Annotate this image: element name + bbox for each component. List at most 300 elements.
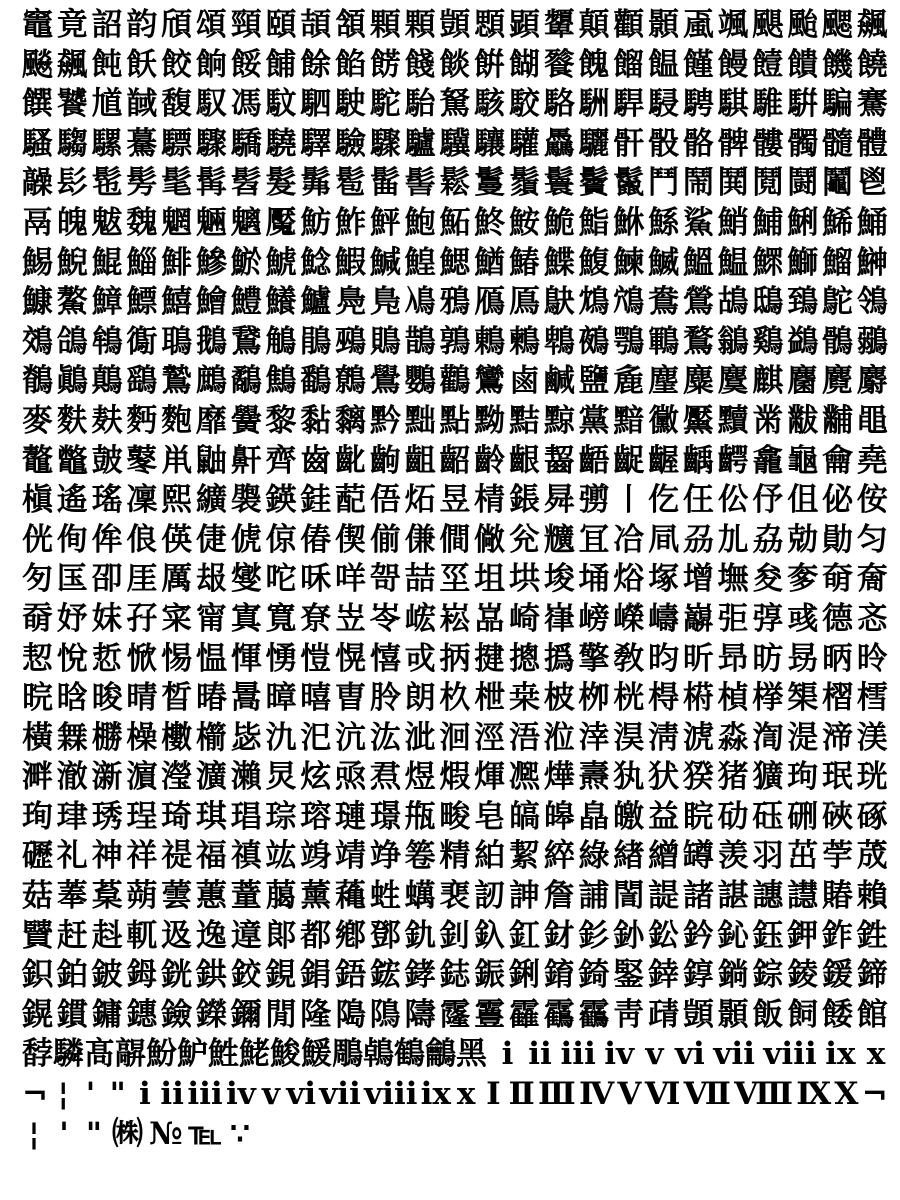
glyph: 點 [439,402,471,439]
glyph: 琩 [230,798,262,835]
glyph-row [22,877,888,917]
glyph: 鼡 [161,442,193,479]
glyph: 晗 [56,680,88,717]
glyph: 卲 [91,561,123,598]
glyph: 浯 [508,719,540,756]
glyph: 焄 [369,759,401,796]
glyph: 奓 [787,561,819,598]
glyph: 髯 [195,165,227,202]
glyph: Ⅷ [734,1076,794,1113]
glyph: 嵭 [578,600,610,637]
glyph-row [22,758,888,798]
glyph: 嶹 [648,600,680,637]
glyph: 鶻 [821,323,853,360]
glyph: 銧 [161,957,193,994]
glyph: 骰 [648,125,680,162]
glyph: 菇 [22,878,53,915]
glyph-row [22,6,888,46]
glyph: 鷽 [369,363,401,400]
glyph: 淼 [717,719,749,756]
glyph: 羡 [717,838,749,875]
glyph: 崎 [508,600,540,637]
glyph: 鬣 [613,165,645,202]
glyph: 黨 [578,402,610,439]
glyph: 鯣 [22,244,53,281]
glyph: 淲 [682,719,714,756]
glyph: 騾 [91,125,123,162]
glyph: ⅸ [825,1036,856,1073]
glyph: 韵 [126,7,158,43]
glyph: 硎 [787,798,819,835]
glyph: 洄 [439,719,471,756]
glyph: 沆 [335,719,367,756]
glyph: 﨣 [91,917,123,954]
glyph: 砡 [752,798,784,835]
glyph: ⅱ [528,1036,552,1073]
glyph: 齡 [474,442,506,479]
glyph: 麌 [717,363,749,400]
glyph: 麝 [856,363,888,400]
glyph: 皷 [91,442,123,479]
glyph: ⅵ [675,1036,705,1073]
glyph: 箞 [404,838,436,875]
glyph: 竈 [22,7,53,43]
glyph: 鬪 [787,165,819,202]
glyph: 柀 [543,680,575,717]
glyph: 倢 [195,521,227,558]
glyph: 薰 [300,878,332,915]
glyph: 犱 [613,759,645,796]
glyph: 顥 [648,7,680,43]
glyph: 馘 [126,86,158,123]
glyph: 枻 [474,680,506,717]
glyph: 驗 [335,125,367,162]
glyph: 鯡 [161,244,193,281]
glyph: 鵄 [787,284,819,321]
glyph: 騫 [856,86,888,123]
glyph: ¦ [28,1115,40,1152]
glyph: 鈐 [682,917,714,954]
glyph: 伹 [787,482,819,519]
glyph: 黎 [265,402,297,439]
glyph: 鸛 [439,363,471,400]
glyph: Ⅵ [644,1076,681,1113]
glyph: 鰕 [335,244,367,281]
glyph-row [22,996,888,1036]
glyph: 棏 [648,680,680,717]
glyph: 鶇 [474,323,506,360]
glyph: 奣 [22,600,53,637]
glyph: 嵓 [474,600,506,637]
glyph: 﨨 [648,957,680,994]
glyph: 錞 [682,957,714,994]
glyph: 崧 [439,600,471,637]
glyph: 饒 [856,46,888,83]
glyph-row [22,323,888,363]
glyph: 匀 [856,521,888,558]
glyph: 鼈 [56,442,88,479]
glyph: ⅰ [501,1036,514,1073]
glyph: 瑢 [300,798,332,835]
glyph: 鶲 [717,323,749,360]
glyph: 驫 [543,125,575,162]
glyph: 桄 [613,680,645,717]
glyph: 礰 [22,838,53,875]
glyph: 騈 [787,86,819,123]
glyph: 餞 [404,46,436,83]
glyph: 齣 [369,442,401,479]
glyph: 鬆 [439,165,471,202]
glyph: 齧 [543,442,575,479]
glyph: 仼 [682,482,714,519]
glyph: 鵁 [22,323,53,360]
glyph: 顴 [613,7,645,43]
glyph: 喆 [404,561,436,598]
glyph: 愰 [335,640,367,677]
glyph: 燮 [230,561,262,598]
glyph: 魎 [195,204,227,241]
glyph: ⅲ [560,1036,596,1073]
glyph: 鮃 [369,204,401,241]
glyph: 鷸 [230,363,262,400]
glyph: 鰡 [821,244,853,281]
glyph: 饉 [682,46,714,83]
glyph: 鶫 [508,323,540,360]
glyph: 餮 [543,46,575,83]
glyph: 鵯 [543,323,575,360]
glyph: 餝 [369,46,401,83]
glyph: 孖 [126,600,158,637]
glyph: Ⅲ [538,1076,576,1113]
glyph: 餘 [300,46,332,83]
glyph: 黏 [300,402,332,439]
glyph: 騷 [22,125,53,162]
glyph: 仡 [648,482,680,519]
glyph: 侔 [91,521,123,558]
glyph: 髱 [335,165,367,202]
glyph: Ⅶ [683,1076,731,1113]
glyph: 鴣 [717,284,749,321]
glyph: 棈 [474,482,506,519]
glyph: 詹 [543,878,575,915]
glyph: 惲 [230,640,262,677]
glyph: 咊 [300,561,332,598]
glyph: 鍰 [821,957,853,994]
glyph: 鷭 [300,363,332,400]
glyph: 驢 [404,125,436,162]
glyph: 榘 [787,680,819,717]
glyph: 頤 [265,7,297,43]
glyph: 頎 [161,7,193,43]
glyph: 妺 [91,600,123,637]
glyph: 皛 [578,798,610,835]
glyph: 鰺 [195,244,227,281]
glyph: 騅 [752,86,784,123]
glyph: 鑅 [195,996,227,1033]
glyph: 惞 [126,640,158,677]
glyph: 釥 [613,917,645,954]
glyph: 釚 [404,917,436,954]
glyph: 鴃 [543,284,575,321]
glyph: 麁 [613,363,645,400]
glyph: 鵐 [335,323,367,360]
glyph: № [149,1115,183,1152]
glyph: 埈 [543,561,575,598]
glyph: 馥 [161,86,193,123]
glyph-tail-row [22,1075,888,1115]
glyph: 髮 [265,165,297,202]
glyph: 畯 [439,798,471,835]
glyph: 頌 [195,7,227,43]
glyph: ⅳ [225,1076,256,1113]
glyph: 餠 [474,46,506,83]
glyph: 頸 [230,7,262,43]
glyph: 魘 [265,204,297,241]
glyph: 偀 [161,521,193,558]
glyph: 麩 [56,402,88,439]
glyph: 櫤 [195,719,227,756]
glyph: 鱸 [300,284,332,321]
glyph: 鯤 [91,244,123,281]
glyph: 鉸 [230,957,262,994]
glyph: 黻 [787,402,819,439]
glyph: 靏 [578,996,610,1033]
glyph: ¬ [22,1076,48,1113]
glyph-row [22,362,888,402]
glyph: 鰤 [787,244,819,281]
glyph: 鼬 [195,442,227,479]
glyph-row [22,600,888,640]
glyph: 骭 [613,125,645,162]
glyph: 煜 [404,759,436,796]
glyph: 髀 [717,125,749,162]
glyph: 靡 [195,402,227,439]
glyph: 瀅 [161,759,193,796]
glyph: 璉 [335,798,367,835]
glyph: 岦 [335,600,367,637]
glyph: 魏 [126,204,158,241]
glyph: 晴 [126,680,158,717]
glyph: 鋠 [474,957,506,994]
glyph: 撝 [543,640,575,677]
glyph-rows [22,6,888,1075]
glyph: 丨 [613,482,645,519]
glyph: 鰮 [682,244,714,281]
glyph: 鮗 [474,204,506,241]
glyph: 涇 [474,719,506,756]
glyph: 燁 [543,759,575,796]
glyph: 厓 [126,561,158,598]
glyph: 鬘 [474,165,506,202]
glyph: 鴦 [648,284,680,321]
glyph: 鴾 [91,323,123,360]
glyph: 齊 [265,442,297,479]
glyph: 鱇 [22,284,53,321]
glyph: 鸚 [404,363,436,400]
glyph: 汯 [369,719,401,756]
glyph: 龠 [821,442,853,479]
glyph: 鰄 [648,244,680,281]
glyph: 焀 [613,561,645,598]
glyph: 叝 [195,561,227,598]
glyph: 鮟 [508,204,540,241]
glyph: 鉧 [126,957,158,994]
glyph: 伀 [717,482,749,519]
glyph: 瀨 [230,759,262,796]
glyph: 駑 [439,86,471,123]
glyph: 駲 [578,86,610,123]
glyph: 匇 [22,561,53,598]
glyph: 鈺 [752,917,784,954]
glyph: " [85,1115,103,1152]
glyph: 寬 [265,600,297,637]
glyph: 鷂 [126,363,158,400]
glyph: 揵 [474,640,506,677]
glyph: 顛 [578,7,610,43]
glyph: 礼 [56,838,88,875]
glyph: 硤 [821,798,853,835]
glyph: 鯒 [856,204,888,241]
glyph: 鉷 [195,957,227,994]
glyph: 僴 [439,521,471,558]
glyph: 冾 [613,521,645,558]
glyph: 哿 [369,561,401,598]
glyph: 鴕 [821,284,853,321]
glyph: 麑 [821,363,853,400]
glyph: 繒 [648,838,680,875]
glyph: 鰾 [126,284,158,321]
glyph: 錝 [752,957,784,994]
glyph: 鱶 [265,284,297,321]
glyph: 禔 [161,838,193,875]
glyph: 餒 [230,46,262,83]
glyph: 麒 [752,363,784,400]
glyph: 馼 [265,86,297,123]
glyph: ∵ [230,1115,250,1152]
glyph: 逸 [195,917,227,954]
glyph: 鼇 [22,442,53,479]
glyph: 澵 [91,759,123,796]
glyph: 髷 [369,165,401,202]
glyph: 﨩 [335,996,367,1033]
glyph: 鍈 [265,482,297,519]
glyph: 駟 [300,86,332,123]
glyph: 冝 [578,521,610,558]
glyph: 駝 [369,86,401,123]
glyph: 駻 [613,86,645,123]
glyph: 鰊 [613,244,645,281]
glyph: 餡 [335,46,367,83]
glyph: 煆 [439,759,471,796]
glyph: 釗 [439,917,471,954]
glyph: 兤 [543,521,575,558]
glyph: 鰲 [56,284,88,321]
glyph-row [22,85,888,125]
glyph: 魄 [56,204,88,241]
glyph: 鱠 [195,284,227,321]
glyph: 罇 [682,838,714,875]
glyph: 黌 [230,402,262,439]
glyph: 勀 [787,521,819,558]
glyph: 餬 [508,46,540,83]
glyph: 髏 [752,125,784,162]
glyph: 劦 [752,521,784,558]
glyph: 魃 [91,204,123,241]
glyph: 驪 [578,125,610,162]
glyph: 諶 [717,878,749,915]
glyph: 昱 [439,482,471,519]
glyph: 炅 [265,759,297,796]
glyph: 鄧 [369,917,401,954]
glyph: 骼 [682,125,714,162]
glyph: 鵑 [300,323,332,360]
glyph: 黴 [648,402,680,439]
glyph: 鵲 [404,323,436,360]
glyph: 馞驎髙髜魵魲鮏鮱鮻鰀鵰鵫鶴鸙黑 [22,1036,487,1073]
glyph: 昀 [648,640,680,677]
glyph-row [22,402,888,442]
glyph: ¦ [57,1076,69,1113]
glyph: 峵 [404,600,436,637]
glyph: 竟 [56,7,88,43]
glyph: 倞 [265,521,297,558]
glyph-row [22,1035,888,1075]
glyph: 麥 [22,402,53,439]
glyph: 釤 [578,917,610,954]
glyph: 涖 [543,719,575,756]
glyph: 祥 [126,838,158,875]
glyph: 垬 [508,561,540,598]
glyph: 鈼 [821,917,853,954]
glyph: 駸 [648,86,680,123]
glyph: 魑 [230,204,262,241]
glyph: 饌 [22,86,53,123]
glyph: 鷄 [752,323,784,360]
glyph: 饅 [717,46,749,83]
glyph: 釭 [508,917,540,954]
glyph: 鳫 [508,284,540,321]
glyph: 鶚 [613,323,645,360]
glyph: 湜 [787,719,819,756]
glyph: Ⅰ [486,1076,501,1113]
glyph: 馗 [91,86,123,123]
glyph: 顗 [682,996,714,1033]
glyph: 鰌 [474,244,506,281]
glyph: 昮 [787,640,819,677]
glyph: 隝 [369,996,401,1033]
glyph: 颱 [787,7,819,43]
glyph: ⅸ [420,1076,451,1113]
glyph: 鵺 [578,323,610,360]
glyph: 訷 [508,878,540,915]
glyph: 埇 [578,561,610,598]
glyph: 鮨 [578,204,610,241]
glyph: 伃 [752,482,784,519]
glyph: 鶤 [648,323,680,360]
glyph: 炫 [300,759,332,796]
glyph: 鈹 [91,957,123,994]
glyph: 鏸 [126,996,158,1033]
glyph: 濵 [126,759,158,796]
glyph: 鈊 [717,917,749,954]
glyph: 璟 [369,798,401,835]
glyph: 昉 [752,640,784,677]
glyph-row [22,204,888,244]
glyph: 纊 [195,482,227,519]
glyph: 蒴 [126,878,158,915]
glyph: 麸 [91,402,123,439]
glyph: 凬 [648,521,680,558]
